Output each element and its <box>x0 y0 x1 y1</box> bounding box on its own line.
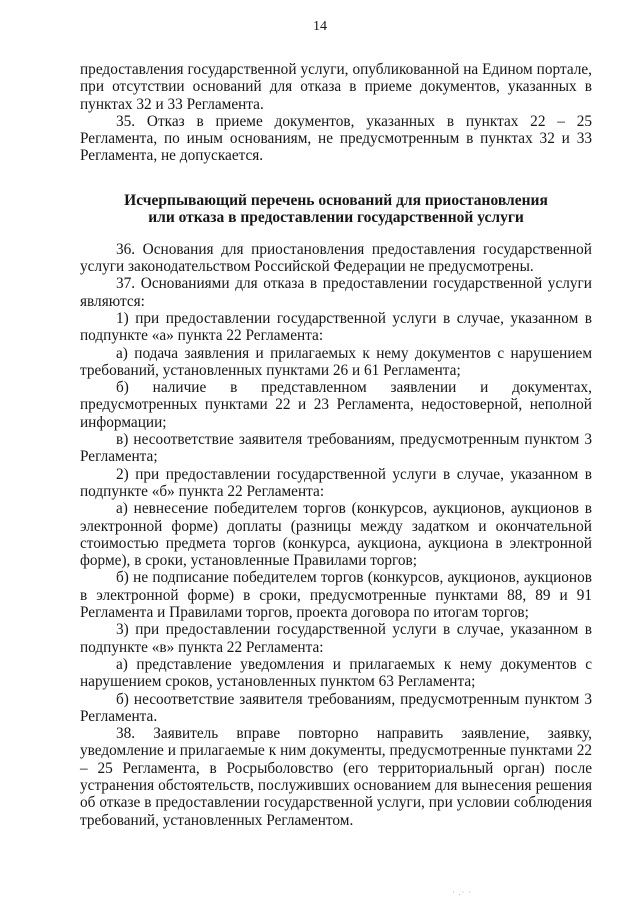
document-body <box>80 61 592 829</box>
list-item-3b: б) несоответствие заявителя требованиям, предусмотренным пунктом 3 Регламента. <box>80 690 592 725</box>
paragraph-36: 36. Основания для приостановления предоставления государственной услуги законодательством Российской Федерации не предусмотрены. <box>80 240 592 276</box>
list-item-1b: б) наличие в представленном заявлении и документах, предусмотренных пунктами 22 и 23 Регламента, недостоверной, неполной информации; <box>80 379 592 431</box>
section-heading <box>80 192 592 227</box>
list-item-1a: а) подача заявления и прилагаемых к нему документов с нарушением требований, установленных пунктами 26 и 61 Регламента; <box>80 344 592 379</box>
section-heading-line-2: или отказа в предоставлении государственной услуги <box>148 209 524 227</box>
page-number: 14 <box>313 19 327 34</box>
list-item-2b: б) не подписание победителем торгов (конкурсов, аукционов, аукционов в электронной форме) в сроки, предусмотренные пунктами 88, 89 и 91 Регламента и Правилами торгов, проекта договора по итогам торгов; <box>80 569 592 622</box>
list-item-1v: в) несоответствие заявителя требованиям, предусмотренным пунктом 3 Регламента; <box>80 431 592 466</box>
scan-artifact: · .· · <box>452 888 472 897</box>
list-item-3a: а) представление уведомления и прилагаемых к нему документов с нарушением сроков, установленных пунктом 63 Регламента; <box>80 655 592 691</box>
list-item-2a: а) невнесение победителем торгов (конкурсов, аукционов, аукционов в электронной форме) доплаты (разницы между задатком и окончательной стоимостью предмета торгов (конкурса, аукциона, аукциона в электронной форме), в сроки, установленные Правилами торгов; <box>80 500 592 570</box>
paragraph-38: 38. Заявитель вправе повторно направить заявление, заявку, уведомление и прилагаемые к ним документы, предусмотренные пунктами 22 – 25 Регламента, в Росрыболовство (его территориальный орган) после устранения обстоятельств, послуживших основанием для вынесения решения об отказе в предоставлении государственной услуги, при условии соблюдения требований, установленных Регламентом. <box>80 725 592 829</box>
paragraph-35: 35. Отказ в приеме документов, указанных в пунктах 22 – 25 Регламента, по иным основаниям, не предусмотренным в пунктах 32 и 33 Регламента, не допускается. <box>80 112 592 165</box>
list-item-1: 1) при предоставлении государственной услуги в случае, указанном в подпункте «а» пункта 22 Регламента: <box>80 309 592 345</box>
section-heading-line-1: Исчерпывающий перечень оснований для приостановления <box>124 191 548 209</box>
paragraph-continuation: предоставления государственной услуги, опубликованной на Едином портале, при отсутствии оснований для отказа в приеме документов, указанных в пунктах 32 и 33 Регламента. <box>80 61 592 113</box>
list-item-2: 2) при предоставлении государственной услуги в случае, указанном в подпункте «б» пункта 22 Регламента: <box>80 465 592 500</box>
list-item-3: 3) при предоставлении государственной услуги в случае, указанном в подпункте «в» пункта 22 Регламента: <box>80 621 592 656</box>
paragraph-37: 37. Основаниями для отказа в предоставлении государственной услуги являются: <box>80 275 592 310</box>
